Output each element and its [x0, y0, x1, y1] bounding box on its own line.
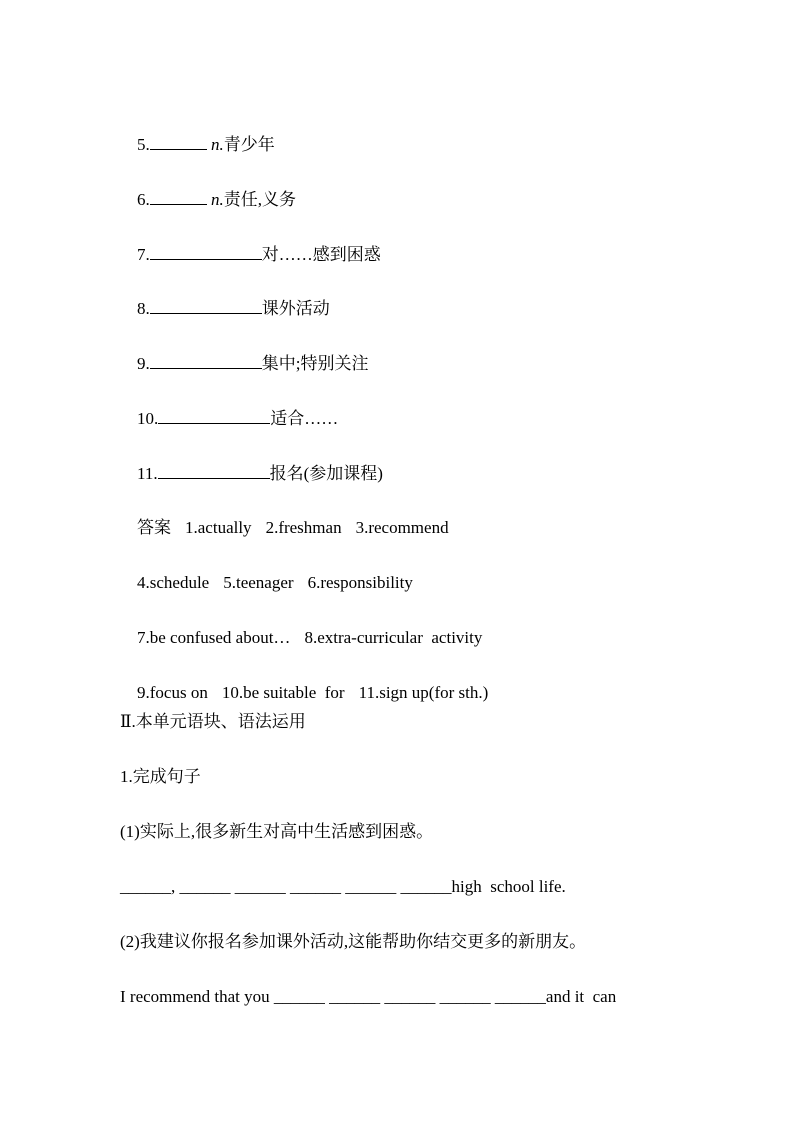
vocab-item-7: [120, 215, 720, 264]
fill-blank[interactable]: [150, 350, 262, 369]
item-number: 11.: [137, 464, 158, 483]
answer-item: 3.recommend: [355, 518, 449, 537]
answers-line-4: [120, 654, 720, 702]
vocab-item-5: [120, 105, 720, 154]
answer-item: 4.schedule: [137, 573, 210, 592]
answer-item: 2.freshman: [265, 518, 342, 537]
item-meaning: 青少年: [223, 135, 275, 154]
question-1-chinese: (1)实际上,很多新生对高中生活感到困惑。: [120, 822, 434, 841]
answer-item: 5.teenager: [223, 573, 294, 592]
item-number: 6.: [137, 190, 150, 209]
item-meaning: 集中;特别关注: [261, 354, 369, 373]
answer-item: 8.extra-curricular activity: [304, 628, 483, 647]
item-meaning: 报名(参加课程): [269, 464, 383, 483]
vocab-item-8: [120, 269, 720, 318]
question-2-chinese: (2)我建议你报名参加课外活动,这能帮助你结交更多的新朋友。: [120, 932, 587, 951]
answer-item: 6.responsibility: [307, 573, 413, 592]
answers-line-2: [120, 544, 720, 592]
answer-item: 7.be confused about…: [137, 628, 291, 647]
fill-blank[interactable]: [150, 295, 262, 314]
item-number: 8.: [137, 299, 150, 318]
item-meaning: 适合……: [270, 409, 339, 428]
vocab-item-6: [120, 160, 720, 209]
part-of-speech: n.: [211, 190, 224, 209]
part-of-speech: n.: [211, 135, 224, 154]
answer-item: 9.focus on: [137, 683, 208, 702]
item-meaning: 责任,义务: [223, 190, 296, 209]
item-number: 5.: [137, 135, 150, 154]
subsection-heading: 1.完成句子: [120, 767, 201, 786]
section-heading: Ⅱ.本单元语块、语法运用: [120, 712, 306, 731]
answers-label: 答案: [137, 518, 171, 537]
question-2-english[interactable]: I recommend that you ______ ______ ______ ______ ______and it can: [120, 987, 617, 1006]
fill-blank[interactable]: [158, 405, 270, 424]
item-number: 7.: [137, 245, 150, 264]
answer-item: 11.sign up(for sth.): [358, 683, 489, 702]
item-number: 9.: [137, 354, 150, 373]
fill-blank[interactable]: [150, 131, 207, 150]
answers-line-1: [120, 489, 720, 537]
answers-line-3: [120, 599, 720, 647]
question-1-english[interactable]: ______, ______ ______ ______ ______ ______high school life.: [120, 877, 566, 896]
fill-blank[interactable]: [150, 241, 262, 260]
answer-item: 10.be suitable for: [221, 683, 345, 702]
answer-item: 1.actually: [185, 518, 252, 537]
item-number: 10.: [137, 409, 159, 428]
fill-blank[interactable]: [150, 186, 207, 205]
vocab-item-9: [120, 324, 720, 373]
item-meaning: 对……感到困惑: [261, 245, 381, 264]
vocab-item-11: [120, 434, 720, 483]
fill-blank[interactable]: [158, 460, 270, 479]
vocab-item-10: [120, 379, 720, 428]
item-meaning: 课外活动: [261, 299, 330, 318]
